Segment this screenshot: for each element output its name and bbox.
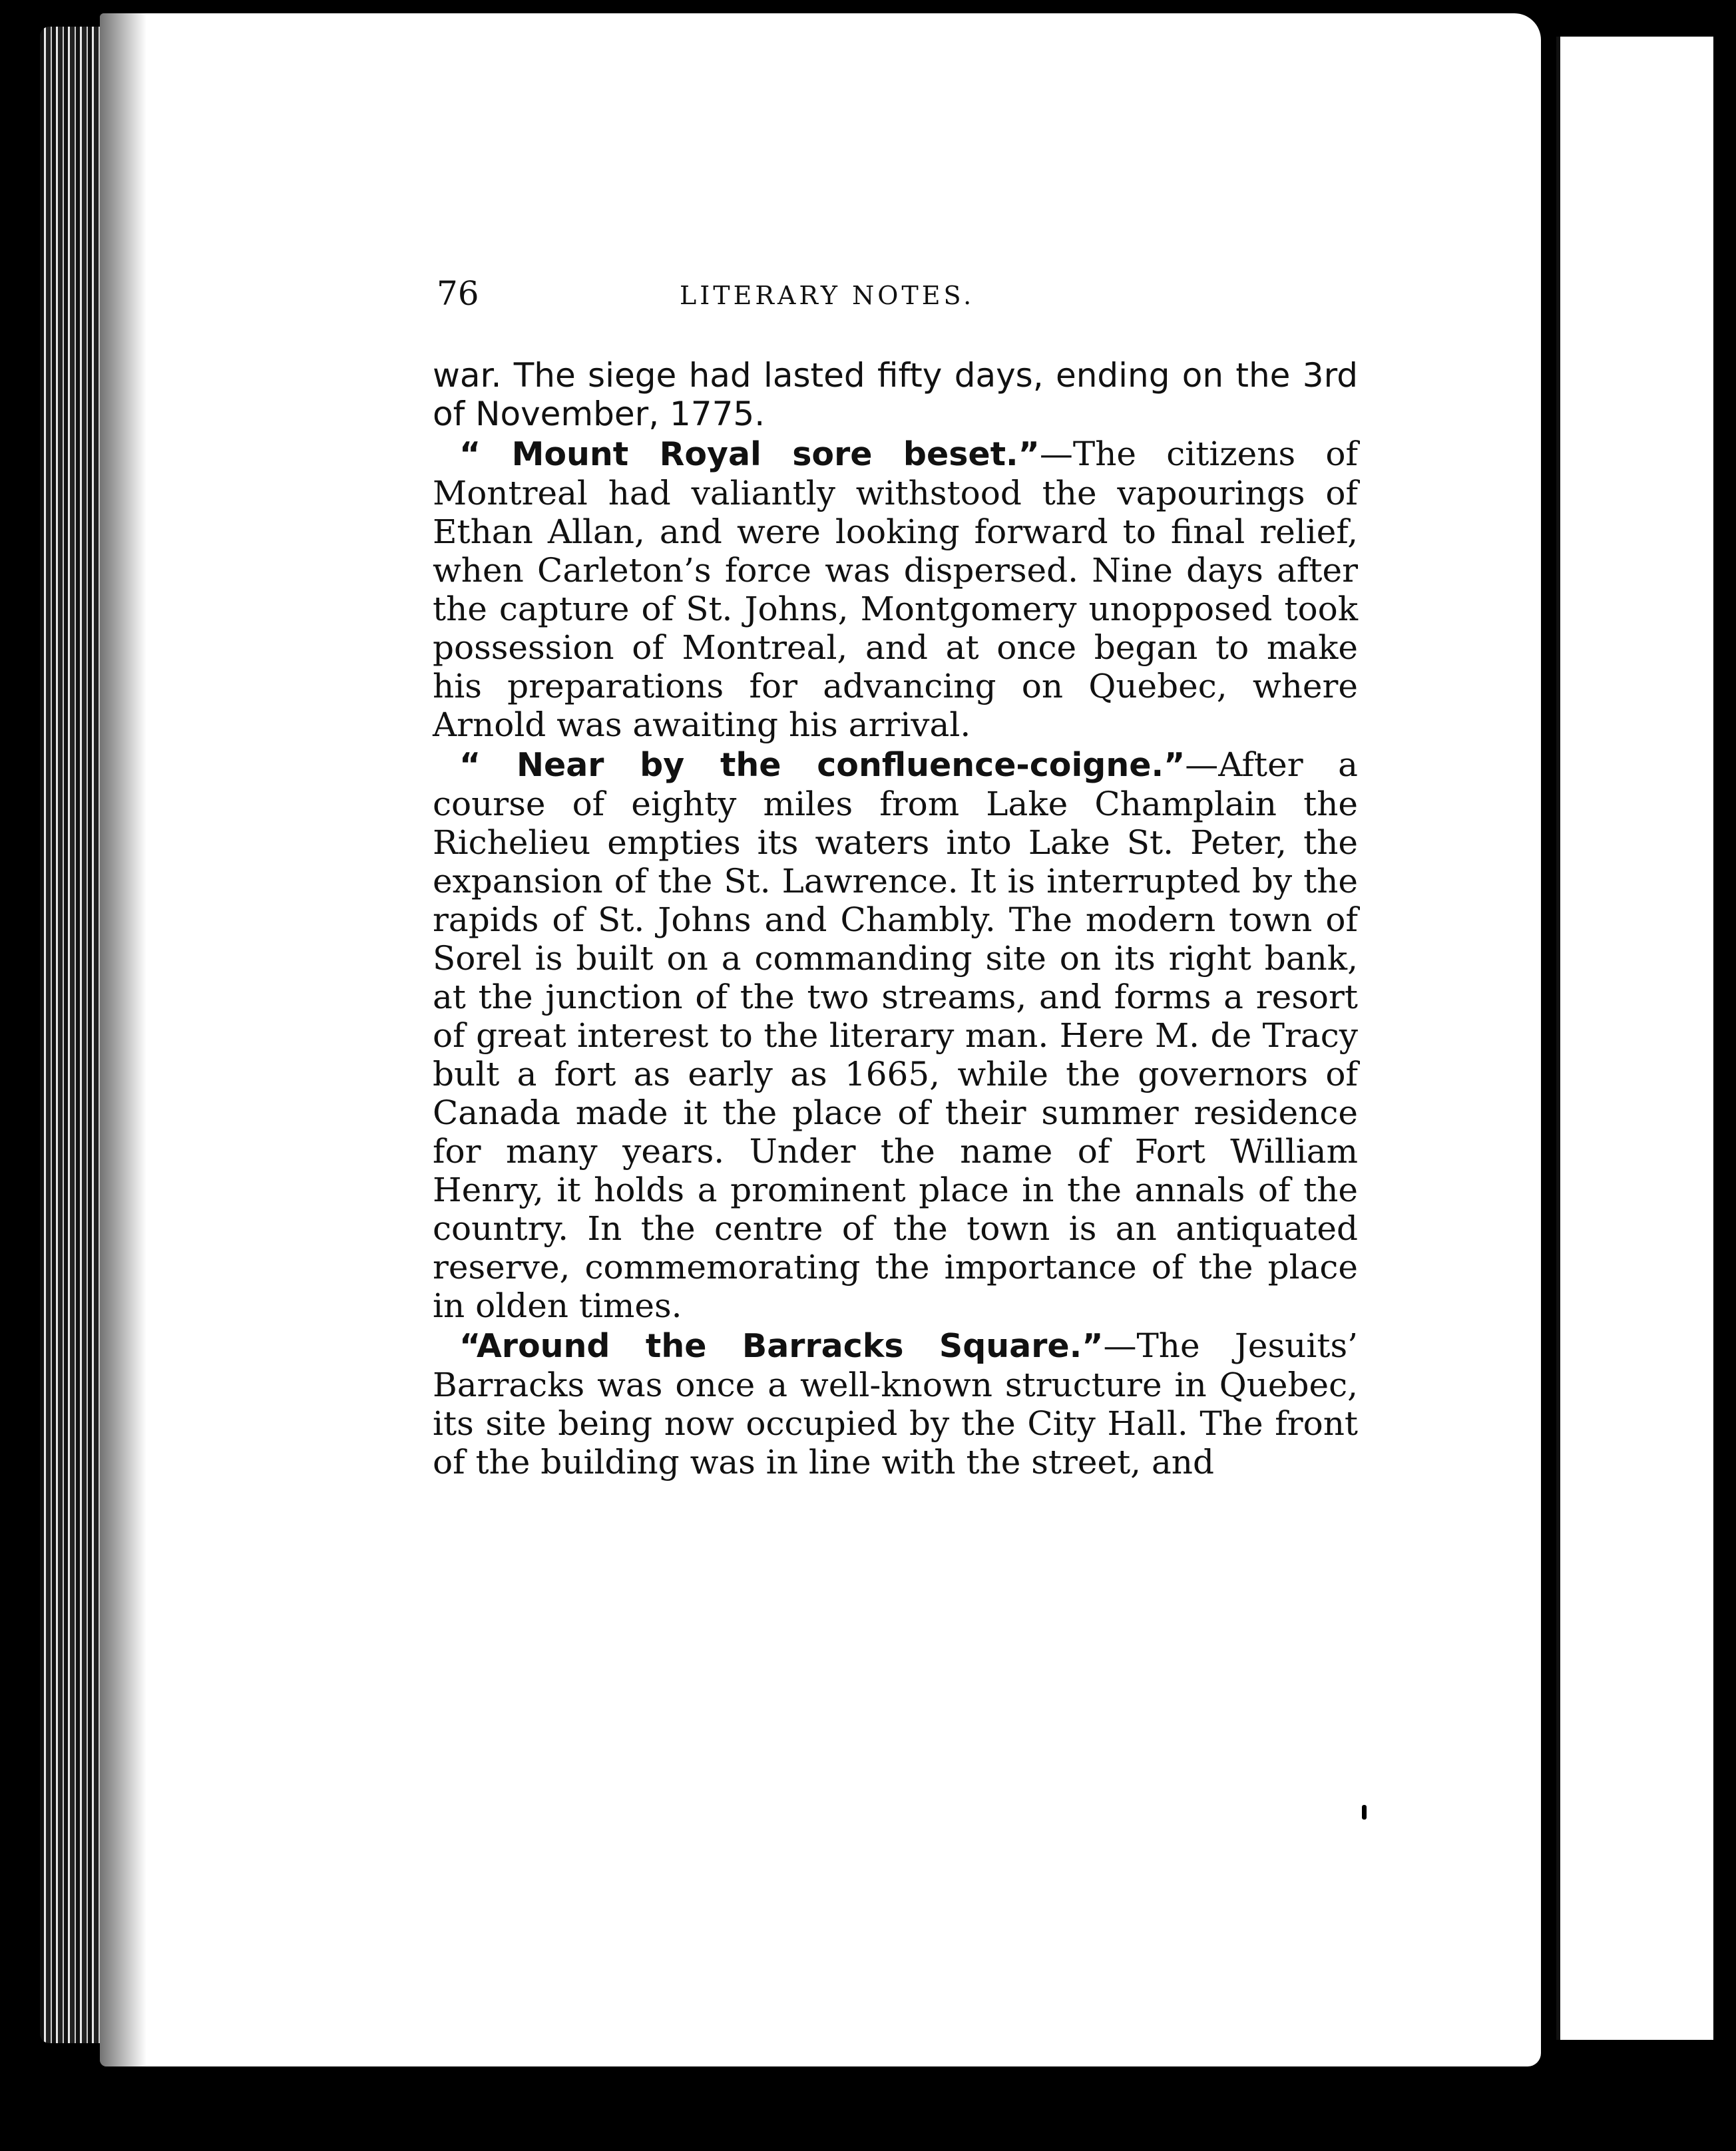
running-head bbox=[437, 274, 1349, 321]
paragraph-1 bbox=[433, 356, 1358, 433]
gutter-shadow bbox=[100, 13, 146, 2066]
body-text bbox=[433, 356, 1358, 1483]
paragraph-2-text: —The citizens of Montreal had valiantly withstood the vapourings of Ethan Allan, and were looking forward to final relief, when Carleton’s force was dispersed. Nine days after the capture of St. Johns, Montgomery unopposed took possession of Montreal, and at once began to make his preparations for advancing on Quebec, where Arnold was awaiting his arrival. bbox=[433, 435, 1358, 744]
paragraph-2 bbox=[433, 435, 1358, 744]
running-title: LITERARY NOTES. bbox=[680, 281, 975, 310]
paragraph-4 bbox=[433, 1326, 1358, 1481]
paragraph-3 bbox=[433, 745, 1358, 1325]
paragraph-1-text: war. The siege had lasted fifty days, ending on the 3rd of November, 1775. bbox=[433, 356, 1358, 433]
page-number: 76 bbox=[437, 274, 479, 313]
facing-page-edge bbox=[1556, 37, 1713, 2040]
paragraph-4-text: —The Jesuits’ Barracks was once a well-known structure in Quebec, its site being now occupied by the City Hall. The front of the building was in line with the street, and bbox=[433, 1326, 1358, 1481]
paragraph-3-text: —After a course of eighty miles from Lake Champlain the Richelieu empties its waters into Lake St. Peter, the expansion of the St. Lawrence. It is interrupted by the rapids of St. Johns and Chambly. The modern town of Sorel is built on a commanding site on its right bank, at the junction of the two streams, and forms a resort of great interest to the literary man. Here M. de Tracy bult a fort as early as 1665, while the governors of Canada made it the place of their summer residence for many years. Under the name of Fort William Henry, it holds a prominent place in the annals of the country. In the centre of the town is an antiquated reserve, commemorating the importance of the place in olden times. bbox=[433, 745, 1358, 1325]
paragraph-3-heading: “ Near by the confluence-coigne.” bbox=[459, 746, 1186, 784]
paragraph-4-heading: “Around the Barracks Square.” bbox=[459, 1327, 1104, 1365]
ink-speck bbox=[1362, 1805, 1367, 1820]
paragraph-2-heading: “ Mount Royal sore beset.” bbox=[459, 435, 1040, 473]
